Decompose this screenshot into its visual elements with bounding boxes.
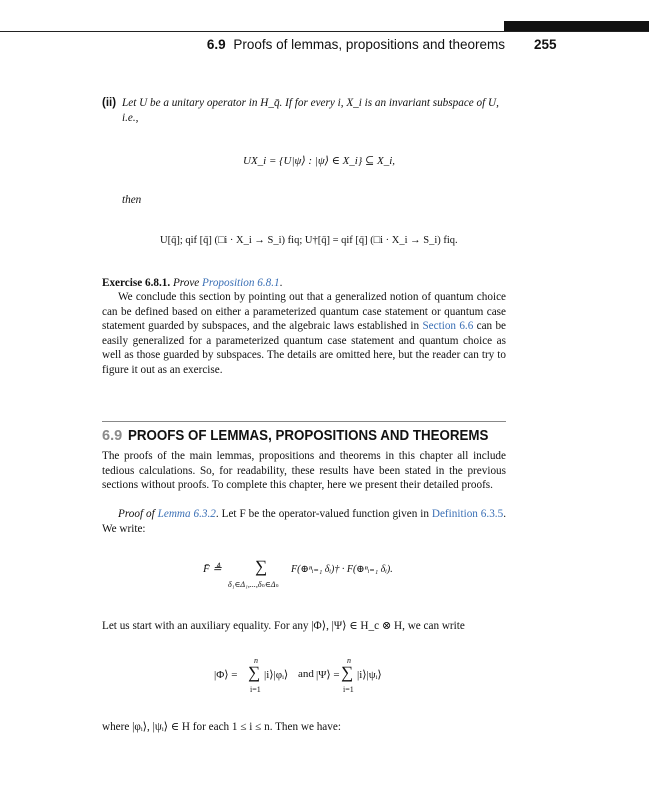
- paragraph-proofs-intro: The proofs of the main lemmas, propositions and theorems in this chapter all include tedious calculations. So, for readability, these results have been stated in the previous sections without proofs. To complete this chapter, here we present their detailed proofs.: [102, 450, 506, 492]
- equation-f-bar-body: F(⊕ⁿᵢ₌₁ δᵢ)† · F(⊕ⁿᵢ₌₁ δᵢ).: [291, 564, 393, 575]
- equation-f-bar-sum-subscript: δ₁∈Δ₁,...,δₙ∈Δₙ: [228, 580, 279, 589]
- page-number: 255: [534, 37, 557, 52]
- item-ii-label: (ii): [102, 97, 117, 109]
- equation-invariant-subspace: UX_i = {U|ψ⟩ : |ψ⟩ ∈ X_i} ⊆ X_i,: [243, 155, 396, 167]
- psi-sum-superscript: n: [347, 656, 351, 665]
- phi-sum-subscript: i=1: [250, 685, 261, 694]
- proof-label: Proof of: [118, 508, 155, 520]
- running-head: [207, 37, 505, 52]
- item-ii-text: Let U be a unitary operator in H_q̄. If for every i, X_i is an invariant subspace of U, i.e.,: [122, 97, 499, 124]
- psi-sum-symbol: ∑: [341, 663, 354, 682]
- header-rule: [0, 31, 649, 32]
- exercise-label: Exercise 6.8.1.: [102, 277, 171, 289]
- exercise-ref-link[interactable]: Proposition 6.8.1: [202, 277, 280, 289]
- equation-psi-lhs: |Ψ⟩ =: [316, 669, 340, 681]
- equation-phi-body: |i⟩|φᵢ⟩: [264, 669, 289, 681]
- definition-6-3-5-link[interactable]: Definition 6.3.5: [431, 508, 504, 520]
- sum-symbol: ∑: [255, 557, 268, 576]
- equation-qif-unitary: U[q̄]; qif [q̄] (□i · X_i → S_i) fiq; U†[q̄] = qif [q̄] (□i · X_i → S_i) fiq.: [160, 235, 458, 246]
- proof-text1: . Let F be the operator-valued function given in: [215, 508, 429, 520]
- paragraph1-part2: can be easily generalized for a parameterized quantum case statement and quantum choice as well as those guarded by subspaces. The details are omitted here, but the reader can try to figure it out as an exercise.: [102, 320, 507, 376]
- section-6-6-link[interactable]: Section 6.6: [422, 320, 474, 333]
- running-head-title: Proofs of lemmas, propositions and theorems: [233, 37, 505, 52]
- section-heading-title: PROOFS OF LEMMAS, PROPOSITIONS AND THEOREMS: [128, 428, 489, 444]
- exercise-end: .: [279, 277, 283, 289]
- section-heading-number: 6.9: [102, 428, 123, 444]
- equation-psi-body: |i⟩|ψᵢ⟩: [357, 669, 382, 681]
- paragraph-then-we-have: where |φᵢ⟩, |ψᵢ⟩ ∈ H for each 1 ≤ i ≤ n. Then we have:: [102, 721, 341, 733]
- paragraph-quantum-choice: [102, 290, 506, 378]
- proof-text2: . We write:: [102, 508, 506, 535]
- psi-sum-subscript: i=1: [343, 685, 354, 694]
- proof-lemma-paragraph: [102, 507, 506, 536]
- equation-phi-lhs: |Φ⟩ =: [214, 669, 238, 681]
- running-head-section-number: 6.9: [206, 37, 226, 52]
- phi-sum-superscript: n: [254, 656, 258, 665]
- exercise-prove: Prove: [172, 277, 200, 289]
- paragraph1-part1: We conclude this section by pointing out that a generalized notion of quantum choice can be defined based on either a parameterized quantum case statement or quantum case statement guarded by subspaces, and the algebraic laws established in: [102, 291, 506, 333]
- equation-f-bar-lhs: F̄ ≜: [203, 563, 222, 575]
- lemma-6-3-2-link[interactable]: Lemma 6.3.2: [157, 508, 216, 520]
- section-heading: [102, 428, 520, 444]
- then-word: then: [122, 194, 142, 206]
- equation-and: and: [298, 668, 314, 680]
- exercise: [102, 276, 506, 291]
- section-rule: [102, 421, 506, 422]
- paragraph-auxiliary-equality: Let us start with an auxiliary equality. For any |Φ⟩, |Ψ⟩ ∈ H_c ⊗ H, we can write: [102, 620, 465, 632]
- phi-sum-symbol: ∑: [248, 663, 261, 682]
